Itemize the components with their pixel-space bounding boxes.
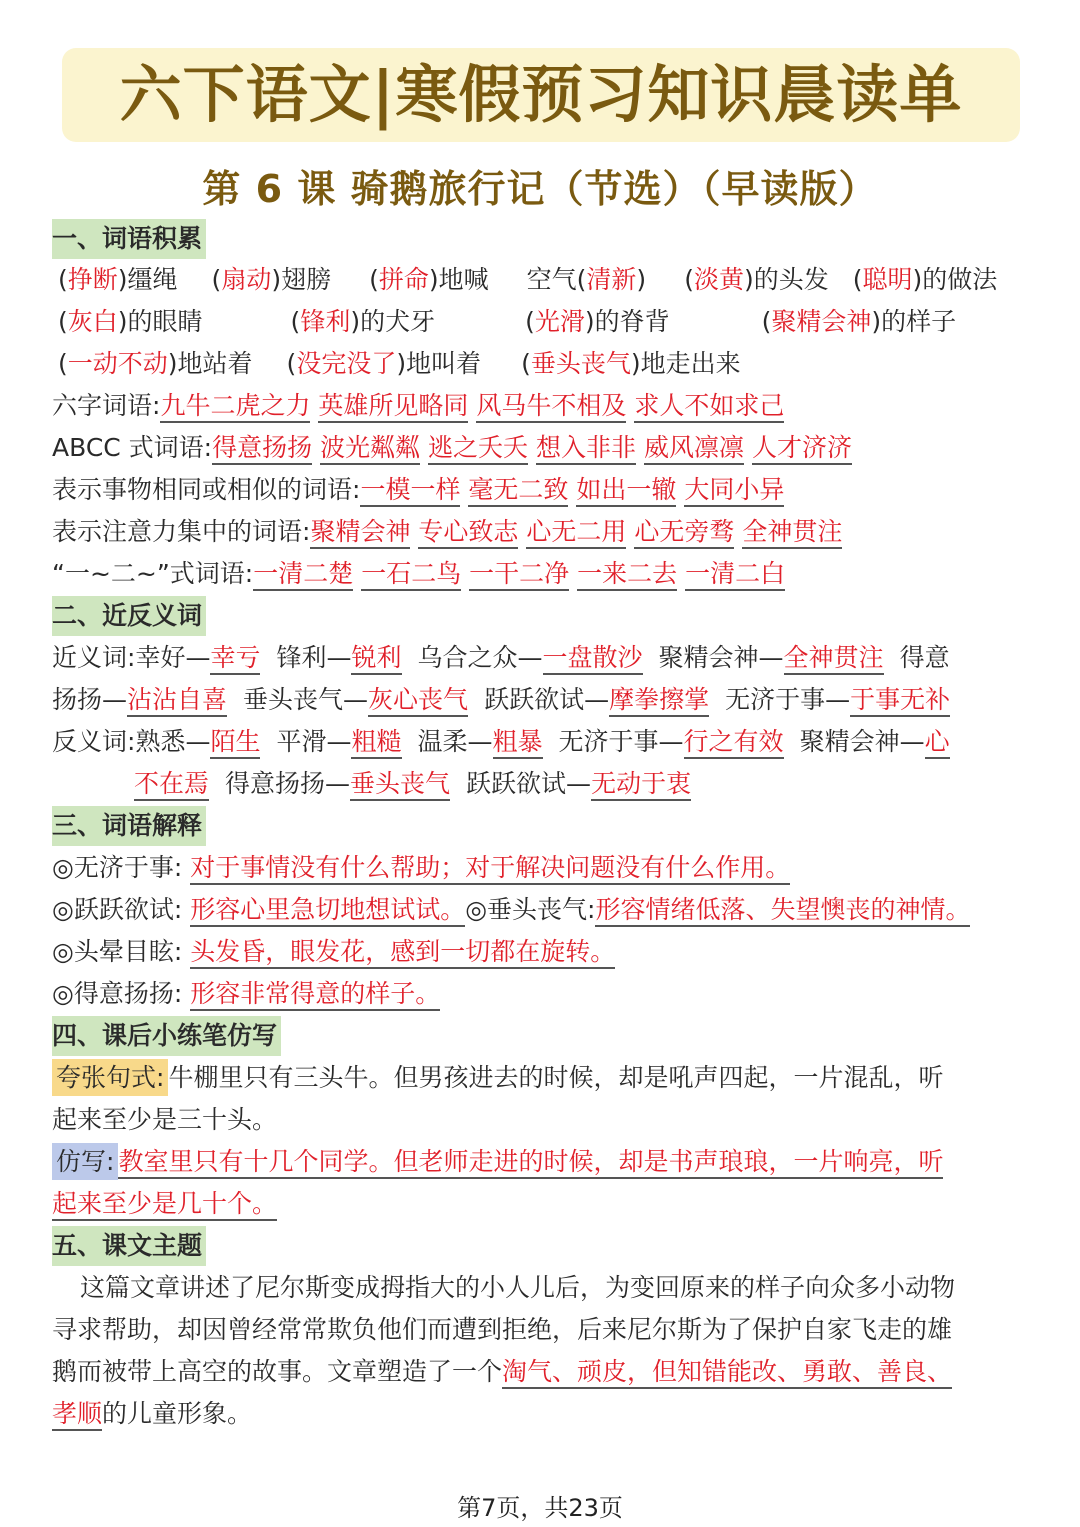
pattern-sentence-line-2: 起来至少是三十头。 xyxy=(52,1105,278,1134)
theme-paragraph-line: 鹅而被带上高空的故事。文章塑造了一个淘气、顽皮，但知错能改、勇敢、善良、 xyxy=(52,1352,952,1392)
theme-paragraph-line: 这篇文章讲述了尼尔斯变成拇指大的小人儿后，为变回原来的样子向众多小动物 xyxy=(80,1273,956,1302)
vocab-item: (挣断)缰绳 xyxy=(58,265,178,294)
six-char-words: 六字词语:九牛二虎之力 英雄所见略同 风马牛不相及 求人不如求己 xyxy=(52,386,784,426)
focus-words: 表示注意力集中的词语:聚精会神 专心致志 心无二用 心无旁骛 全神贯注 xyxy=(52,512,842,552)
vocab-row-3 xyxy=(58,344,741,384)
definition-item: ◎无济于事: 对于事情没有什么帮助；对于解决问题没有什么作用。 xyxy=(52,848,790,888)
vocab-item: (淡黄)的头发 xyxy=(684,265,829,294)
section-heading-writing: 四、课后小练笔仿写 xyxy=(52,1016,281,1056)
pattern-label: 夸张句式: xyxy=(52,1059,168,1096)
theme-paragraph-line: 寻求帮助，却因曾经常常欺负他们而遭到拒绝，后来尼尔斯为了保护自家飞走的雄 xyxy=(52,1315,953,1344)
imitation-line-2: 起来至少是几十个。 xyxy=(52,1184,277,1224)
vocab-item: (一动不动)地站着 xyxy=(58,349,253,378)
lesson-subtitle: 第 6 课 骑鹅旅行记（节选）（早读版） xyxy=(202,167,878,211)
vocab-item: (垂头丧气)地走出来 xyxy=(521,349,741,378)
yi-er-words: “一~二~”式词语:一清二楚 一石二鸟 一干二净 一来二去 一清二白 xyxy=(52,554,785,594)
definition-item: ◎得意扬扬: 形容非常得意的样子。 xyxy=(52,974,440,1014)
imitation-label: 仿写: xyxy=(52,1143,118,1180)
vocab-row-1 xyxy=(58,260,997,300)
section-heading-synonyms: 二、近反义词 xyxy=(52,596,206,636)
antonyms-row-2: 不在焉 得意扬扬—垂头丧气 跃跃欲试—无动于衷 xyxy=(134,764,691,804)
vocab-row-2 xyxy=(58,302,956,342)
abcc-words: ABCC 式词语:得意扬扬 波光粼粼 逃之夭夭 想入非非 威风凛凛 人才济济 xyxy=(52,428,852,468)
vocab-item: (拼命)地喊 xyxy=(369,265,489,294)
synonyms-row-2: 扬扬—沾沾自喜 垂头丧气—灰心丧气 跃跃欲试—摩拳擦掌 无济于事—于事无补 xyxy=(52,680,950,720)
page-title: 六下语文|寒假预习知识晨读单 xyxy=(119,58,963,131)
vocab-item: (聪明)的做法 xyxy=(852,265,998,294)
antonyms-row-1: 反义词:熟悉—陌生 平滑—粗糙 温柔—粗暴 无济于事—行之有效 聚精会神—心 xyxy=(52,722,950,762)
pattern-sentence-line-1: 夸张句式: 牛棚里只有三头牛。但男孩进去的时候，却是吼声四起，一片混乱，听 xyxy=(52,1058,943,1098)
definition-item: ◎头晕目眩: 头发昏，眼发花，感到一切都在旋转。 xyxy=(52,932,615,972)
similar-words: 表示事物相同或相似的词语:一模一样 毫无二致 如出一辙 大同小异 xyxy=(52,470,784,510)
section-heading-definitions: 三、词语解释 xyxy=(52,806,206,846)
vocab-item: (没完没了)地叫着 xyxy=(286,349,482,378)
vocab-item: (锋利)的犬牙 xyxy=(290,307,436,336)
theme-paragraph-line: 孝顺的儿童形象。 xyxy=(52,1394,252,1434)
vocab-item: (光滑)的脊背 xyxy=(525,307,670,336)
section-heading-theme: 五、课文主题 xyxy=(52,1226,206,1266)
section-heading-vocab: 一、词语积累 xyxy=(52,219,206,259)
vocab-item: (灰白)的眼睛 xyxy=(58,307,203,336)
synonyms-row-1: 近义词:幸好—幸亏 锋利—锐利 乌合之众—一盘散沙 聚精会神—全神贯注 得意 xyxy=(52,638,950,678)
imitation-line-1: 仿写: 教室里只有十几个同学。但老师走进的时候，却是书声琅琅，一片响亮，听 xyxy=(52,1142,943,1182)
vocab-item: (扇动)翅膀 xyxy=(211,265,332,294)
page-number: 第7页，共23页 xyxy=(457,1494,623,1522)
vocab-item: (聚精会神)的样子 xyxy=(761,307,957,336)
vocab-item: 空气(清新) xyxy=(526,265,647,294)
definition-item: ◎跃跃欲试: 形容心里急切地想试试。◎垂头丧气:形容情绪低落、失望懊丧的神情。 xyxy=(52,890,970,930)
